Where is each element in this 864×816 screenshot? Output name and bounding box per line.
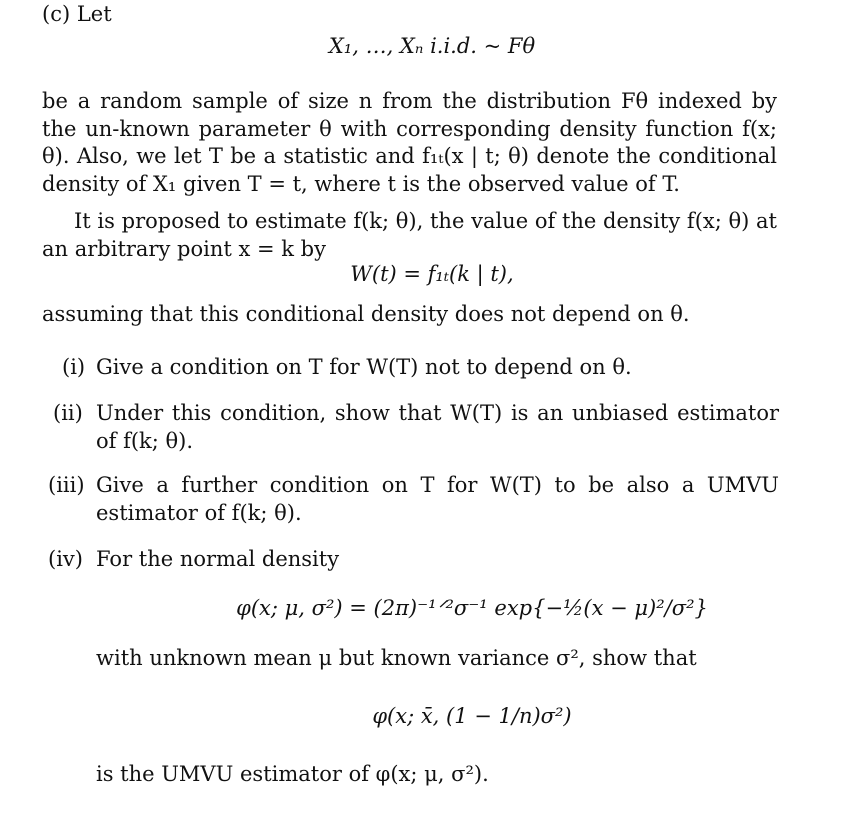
equation-estimator bbox=[0, 264, 864, 285]
list-item-number: (iii) bbox=[48, 473, 85, 497]
section-header-text: (c) Let bbox=[42, 2, 112, 26]
proposal-paragraph-text: It is proposed to estimate f(k; θ), the value of the density f(x; θ) at an arbitrary point x = k by bbox=[42, 209, 777, 261]
equation-estimator-text: W(t) = f₁ₜ(k | t), bbox=[350, 262, 514, 286]
equation-umvu-text: φ(x; x̄, (1 − 1/n)σ²) bbox=[372, 704, 572, 728]
list-item-number: (iv) bbox=[48, 547, 83, 571]
assumption-line-text: assuming that this conditional density does not depend on θ. bbox=[42, 302, 690, 326]
list-item bbox=[44, 354, 779, 382]
assumption-line bbox=[42, 304, 690, 325]
equation-normal-density bbox=[40, 598, 864, 619]
list-item-text: Give a further condition on T for W(T) to be also a UMVU estimator of f(k; θ). bbox=[96, 473, 779, 525]
list-item bbox=[44, 400, 779, 456]
known-variance-line-text: with unknown mean μ but known variance σ², show that bbox=[96, 646, 697, 670]
section-header bbox=[42, 4, 112, 25]
list-item-text: Give a condition on T for W(T) not to depend on θ. bbox=[96, 355, 632, 379]
list-item bbox=[44, 472, 779, 528]
list-item bbox=[44, 546, 779, 574]
intro-paragraph bbox=[42, 88, 777, 198]
conclusion-line-text: is the UMVU estimator of φ(x; μ, σ²). bbox=[96, 762, 489, 786]
list-item-text: Under this condition, show that W(T) is an unbiased estimator of f(k; θ). bbox=[96, 401, 779, 453]
intro-paragraph-text: be a random sample of size n from the distribution Fθ indexed by the un-known parameter θ with corresponding density function f(x; θ). Also, we let T be a statistic and f₁ₜ(x | t; θ) denote the conditional density of X₁ given T = t, where t is the observed value of T. bbox=[42, 89, 777, 196]
conclusion-line bbox=[96, 764, 489, 785]
equation-sample-text: X₁, …, Xₙ i.i.d. ~ Fθ bbox=[328, 34, 536, 58]
list-item-number: (ii) bbox=[53, 401, 83, 425]
list-item-number: (i) bbox=[62, 355, 86, 379]
known-variance-line bbox=[96, 648, 697, 669]
proposal-paragraph bbox=[42, 208, 777, 263]
equation-umvu bbox=[40, 706, 864, 727]
list-item-text: For the normal density bbox=[96, 547, 340, 571]
equation-normal-density-text: φ(x; μ, σ²) = (2π)⁻¹ᐟ²σ⁻¹ exp{−½(x − μ)²/σ²} bbox=[236, 596, 708, 620]
equation-sample bbox=[0, 36, 864, 57]
